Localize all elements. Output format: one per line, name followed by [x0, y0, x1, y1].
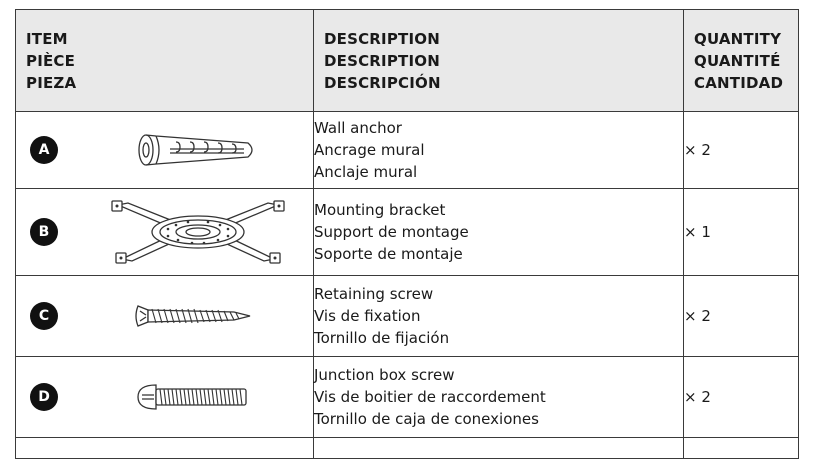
description-en: Junction box screw: [314, 366, 455, 384]
header-quantity-en: QUANTITY: [694, 29, 782, 48]
header-description-fr: DESCRIPTION: [324, 51, 440, 70]
description-fr: Vis de fixation: [314, 307, 421, 325]
description-fr: Support de montage: [314, 223, 469, 241]
header-quantity-fr: QUANTITÉ: [694, 51, 781, 70]
description-fr: Vis de boitier de raccordement: [314, 388, 546, 406]
header-item-en: ITEM: [26, 29, 68, 48]
item-badge: A: [30, 136, 58, 164]
junction-box-screw-icon: [136, 381, 251, 413]
item-badge: C: [30, 302, 58, 330]
header-item-fr: PIÈCE: [26, 51, 76, 70]
description-cell: [314, 276, 684, 357]
quantity-cell: × 2: [684, 276, 799, 357]
retaining-screw-icon: [134, 300, 254, 332]
item-cell: [16, 276, 314, 357]
mounting-bracket-icon: [108, 199, 288, 265]
description-cell: [314, 438, 684, 459]
table-row: [16, 112, 799, 189]
table-row: [16, 189, 799, 276]
description-cell: [314, 189, 684, 276]
header-description-es: DESCRIPCIÓN: [324, 73, 441, 92]
description-es: Tornillo de fijación: [314, 329, 450, 347]
header-quantity: [684, 10, 799, 112]
item-badge: D: [30, 383, 58, 411]
description-es: Anclaje mural: [314, 163, 418, 181]
quantity-cell: × 1: [684, 189, 799, 276]
header-item-es: PIEZA: [26, 73, 77, 92]
item-badge: B: [30, 218, 58, 246]
table-row: [16, 357, 799, 438]
item-cell: [16, 189, 314, 276]
item-cell: [16, 357, 314, 438]
description-fr: Ancrage mural: [314, 141, 425, 159]
description-es: Tornillo de caja de conexiones: [314, 410, 539, 428]
header-row: [16, 10, 799, 112]
description-es: Soporte de montaje: [314, 245, 463, 263]
description-en: Wall anchor: [314, 119, 402, 137]
quantity-cell: × 2: [684, 357, 799, 438]
quantity-cell: × 2: [684, 112, 799, 189]
item-cell: [16, 438, 314, 459]
header-quantity-es: CANTIDAD: [694, 73, 784, 92]
table-row: [16, 438, 799, 459]
description-cell: [314, 357, 684, 438]
table-row: [16, 276, 799, 357]
parts-table: [15, 9, 799, 459]
header-item: [16, 10, 314, 112]
item-cell: [16, 112, 314, 189]
header-description: [314, 10, 684, 112]
quantity-cell: [684, 438, 799, 459]
description-en: Mounting bracket: [314, 201, 446, 219]
description-en: Retaining screw: [314, 285, 434, 303]
wall-anchor-icon: [136, 130, 261, 170]
description-cell: [314, 112, 684, 189]
header-description-en: DESCRIPTION: [324, 29, 440, 48]
